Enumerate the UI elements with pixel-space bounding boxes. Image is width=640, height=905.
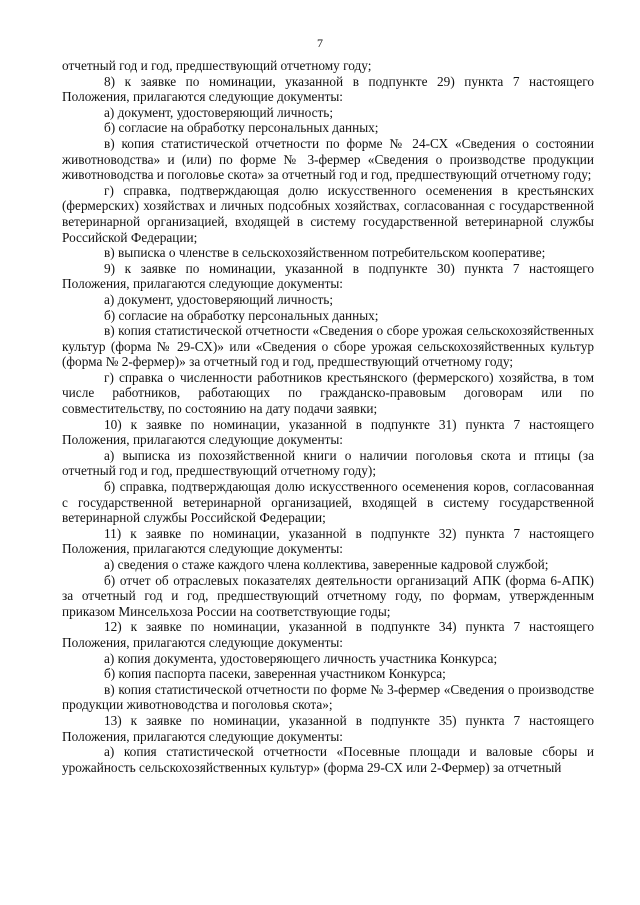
paragraph: в) копия статистической отчетности по форме № 3-фермер «Сведения о производстве продукции животноводства и поголовья скота»; <box>62 681 594 713</box>
paragraph: а) копия документа, удостоверяющего личность участника Конкурса; <box>104 650 498 666</box>
paragraph: а) выписка из похозяйственной книги о наличии поголовья скота и птицы (за отчетный год и год, предшествующий отчетному году); <box>62 447 594 479</box>
page-number: 7 <box>317 36 323 50</box>
paragraph: в) копия статистической отчетности по форме № 24-СХ «Сведения о состоянии животноводства» и (или) по форме № 3-фермер «Сведения о производстве продукции животноводства и поголовье скота» за отчетный год и год, предшествующий отчетному году; <box>62 135 594 183</box>
paragraph: 8) к заявке по номинации, указанной в подпункте 29) пункта 7 настоящего Положения, прилагаются следующие документы: <box>62 73 594 105</box>
paragraph: отчетный год и год, предшествующий отчетному году; <box>62 58 372 73</box>
paragraph: 12) к заявке по номинации, указанной в подпункте 34) пункта 7 настоящего Положения, прилагаются следующие документы: <box>62 619 594 650</box>
paragraph: а) копия статистической отчетности «Посевные площади и валовые сборы и урожайность сельскохозяйственных культур» (форма 29-СХ или 2-Фермер) за отчетный <box>62 744 594 775</box>
paragraph: 10) к заявке по номинации, указанной в подпункте 31) пункта 7 настоящего Положения, прилагаются следующие документы: <box>62 416 594 448</box>
paragraph: 11) к заявке по номинации, указанной в подпункте 32) пункта 7 настоящего Положения, прилагаются следующие документы: <box>62 525 594 557</box>
paragraph: б) копия паспорта пасеки, заверенная участником Конкурса; <box>104 666 446 682</box>
paragraph: в) копия статистической отчетности «Сведения о сборе урожая сельскохозяйственных культур (форма № 29-СХ)» или «Сведения о сборе урожая сельскохозяйственных культур (форма № 2-фермер)» за отчетный год и год, предшествующий отчетному году; <box>62 323 594 370</box>
paragraph: г) справка, подтверждающая долю искусственного осеменения в крестьянских (фермерских) хозяйствах и личных подсобных хозяйствах, согласованная с государственной ветеринарной организацией, входящей в систему государственной ветеринарной службы Российской Федерации; <box>62 182 594 245</box>
paragraph: б) справка, подтверждающая долю искусственного осеменения коров, согласованная с государственной ветеринарной организацией, входящей в систему государственной ветеринарной службы Российской Федерации; <box>62 479 594 526</box>
paragraph: б) согласие на обработку персональных данных; <box>104 120 379 136</box>
paragraph: а) документ, удостоверяющий личность; <box>104 291 334 307</box>
paragraph: в) выписка о членстве в сельскохозяйственном потребительском кооперативе; <box>104 245 546 261</box>
paragraph: г) справка о численности работников крестьянского (фермерского) хозяйства, в том числе работников, работающих по гражданско-правовым договорам или по совместительству, по состоянию на дату подачи заявки; <box>62 369 594 417</box>
paragraph: а) документ, удостоверяющий личность; <box>104 104 334 120</box>
paragraph: б) отчет об отраслевых показателях деятельности организаций АПК (форма 6-АПК) за отчетный год и год, предшествующий отчетному году, по формам, утвержденным приказом Минсельхоза России на соответствующие годы; <box>62 572 594 619</box>
document-body <box>62 58 594 775</box>
paragraph: 9) к заявке по номинации, указанной в подпункте 30) пункта 7 настоящего Положения, прилагаются следующие документы: <box>62 260 594 292</box>
paragraph: б) согласие на обработку персональных данных; <box>104 307 379 323</box>
paragraph: а) сведения о стаже каждого члена коллектива, заверенные кадровой службой; <box>104 557 549 572</box>
paragraph: 13) к заявке по номинации, указанной в подпункте 35) пункта 7 настоящего Положения, прилагаются следующие документы: <box>62 712 594 744</box>
